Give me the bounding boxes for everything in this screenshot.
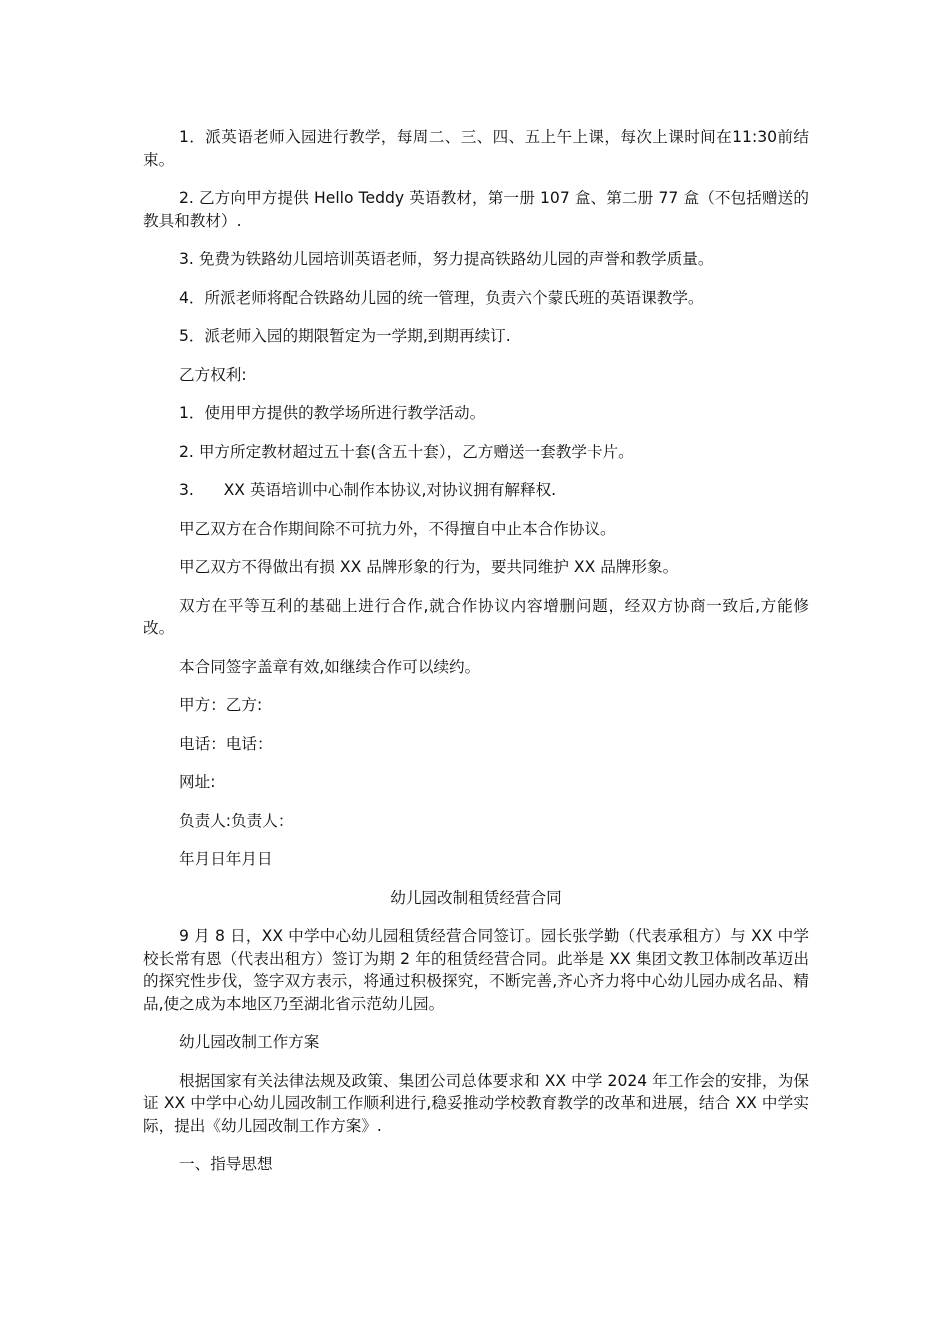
signature-dates: 年月日年月日: [179, 850, 273, 868]
heading-party-b-rights: 乙方权利:: [179, 365, 247, 384]
paragraph-term: 5．派老师入园的期限暂定为一学期,到期再续订.: [179, 327, 511, 345]
signature-phones: 电话：电话：: [179, 734, 273, 753]
document-body: [143, 126, 809, 1192]
signature-website: 网址:: [179, 773, 216, 791]
paragraph-management: 4．所派老师将配合铁路幼儿园的统一管理，负责六个蒙氏班的英语课教学。: [179, 288, 704, 307]
paragraph-no-termination: 甲乙双方在合作期间除不可抗力外，不得擅自中止本合作协议。: [179, 519, 616, 538]
paragraph-lease-news: 9 月 8 日，XX 中学中心幼儿园租赁经营合同签订。园长张学勤（代表承租方）与 XX 中学校长常有恩（代表出租方）签订为期 2 年的租赁经营合同。此举是 XX 集团文教卫体制改革迈出的探究性步伐，签字双方表示，将通过积极探究，不断完善,齐心齐力将中心幼儿园办成名品、精品,使之成为本地区乃至湖北省示范幼儿园。: [143, 927, 809, 1013]
paragraph-right-1: 1．使用甲方提供的教学场所进行教学活动。: [179, 404, 486, 422]
paragraph-reform-basis: 根据国家有关法律法规及政策、集团公司总体要求和 XX 中学 2024 年工作会的安排，为保证 XX 中学中心幼儿园改制工作顺利进行,稳妥推动学校教育教学的改革和进展，结合 XX 中学实际，提出《幼儿园改制工作方案》.: [143, 1071, 809, 1135]
paragraph-teacher-training: 3. 免费为铁路幼儿园培训英语老师，努力提高铁路幼儿园的声誉和教学质量。: [179, 250, 714, 268]
paragraph-right-3: 3. XX 英语培训中心制作本协议,对协议拥有解释权.: [179, 481, 557, 499]
heading-guiding-ideology: 一、指导思想: [179, 1155, 273, 1173]
signature-parties: 甲方：乙方:: [179, 696, 263, 714]
paragraph-validity: 本合同签字盖章有效,如继续合作可以续约。: [179, 657, 481, 676]
paragraph-teacher-schedule: 1．派英语老师入园进行教学，每周二、三、四、五上午上课，每次上课时间在11:30前结束。: [143, 128, 809, 169]
paragraph-textbook-supply: 2. 乙方向甲方提供 Hello Teddy 英语教材，第一册 107 盒、第二册 77 盒（不包括赠送的教具和教材）.: [143, 189, 809, 230]
paragraph-amendments: 双方在平等互利的基础上进行合作,就合作协议内容增删问题，经双方协商一致后,方能修改。: [143, 596, 809, 637]
section-title-lease-contract: 幼儿园改制租赁经营合同: [390, 888, 562, 907]
paragraph-right-2: 2. 甲方所定教材超过五十套(含五十套），乙方赠送一套教学卡片。: [179, 442, 634, 461]
paragraph-brand-image: 甲乙双方不得做出有损 XX 品牌形象的行为，要共同维护 XX 品牌形象。: [179, 558, 679, 576]
heading-reform-plan: 幼儿园改制工作方案: [179, 1033, 320, 1051]
signature-responsible: 负责人:负责人：: [179, 811, 294, 830]
